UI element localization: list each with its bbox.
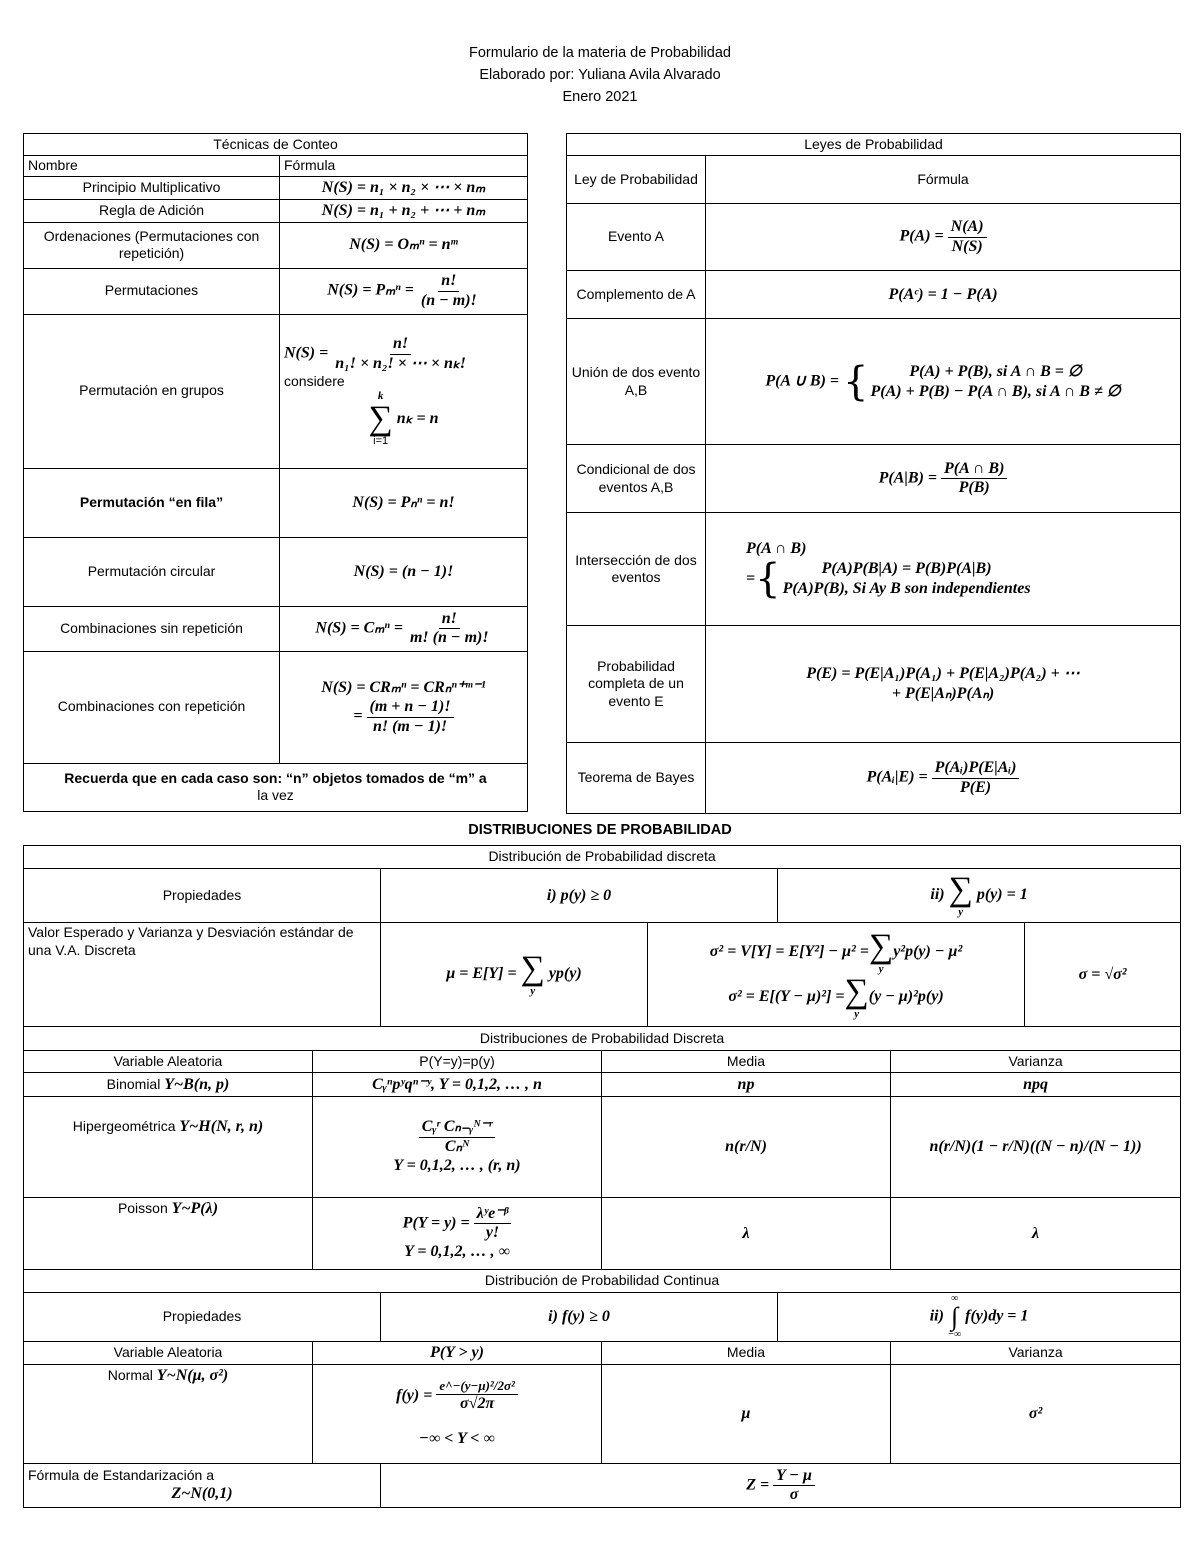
- conteo-name: Principio Multiplicativo: [24, 176, 280, 199]
- prop-label: Propiedades: [24, 869, 381, 923]
- formula-line: P(E) = P(E|A₁)P(A₁) + P(E|A₂)P(A₂) + ⋯: [806, 665, 1080, 682]
- fraction: [773, 1467, 815, 1505]
- estand-label: [24, 1464, 381, 1508]
- conteo-formula: [280, 314, 528, 468]
- formula-left: μ = E[Y] =: [446, 965, 517, 983]
- conteo-name: Permutación circular: [24, 537, 280, 606]
- denominator: m! (n − m)!: [409, 629, 489, 646]
- leyes-col-formula: Fórmula: [706, 156, 1181, 204]
- formula-line: P(A ∩ B): [746, 540, 807, 557]
- sum-icon: ∑: [844, 972, 869, 1010]
- poisson-name: [24, 1198, 313, 1270]
- sum-lower: y: [854, 1007, 860, 1020]
- sum-icon: ∑: [868, 927, 894, 965]
- dist-notation: Y~H(N, r, n): [179, 1118, 264, 1135]
- conteo-formula: N(S) = Pₙⁿ = n!: [280, 468, 528, 537]
- dist-name: Hipergeométrica: [72, 1118, 176, 1134]
- col-variance: Varianza: [891, 1342, 1181, 1365]
- formula-left: N(S) = Pₘⁿ =: [327, 281, 414, 299]
- doc-header: [0, 42, 1200, 108]
- int-lower: −∞: [947, 1329, 962, 1340]
- discreta-title: Distribución de Probabilidad discreta: [24, 846, 1181, 869]
- binomial-variance: npq: [891, 1073, 1181, 1097]
- dist-table: [23, 845, 1181, 1508]
- formula-left: f(y) =: [396, 1386, 433, 1404]
- sum-icon: ∑: [368, 399, 393, 437]
- case-line: P(A) + P(B), si A ∩ B = ∅: [909, 362, 1082, 380]
- sum-icon: ∑: [520, 950, 545, 987]
- conteo-name: Ordenaciones (Permutaciones con repetición): [24, 222, 280, 268]
- formula-left: P(Y = y) =: [402, 1214, 470, 1232]
- formula-line: N(S) = CRₘⁿ = CRₙⁿ⁺ᵐ⁻¹: [321, 679, 486, 697]
- denominator: P(B): [958, 479, 990, 496]
- dist-name: Binomial: [106, 1075, 161, 1092]
- leyes-table: [566, 133, 1181, 814]
- conteo-name: Combinaciones con repetición: [24, 651, 280, 763]
- range: Y = 0,1,2, … , ∞: [404, 1243, 510, 1261]
- dist-name: Normal: [107, 1367, 153, 1383]
- denominator: Cₙᴺ: [444, 1137, 470, 1155]
- case-line: P(A)P(B|A) = P(B)P(A|B): [821, 560, 992, 577]
- prop-ii-expr: p(y) = 1: [976, 886, 1028, 904]
- ley-formula: [706, 626, 1181, 743]
- formula-left: P(A) =: [899, 227, 944, 245]
- estand-text: Fórmula de Estandarización a: [28, 1466, 214, 1483]
- cprop-i: i) f(y) ≥ 0: [381, 1293, 778, 1342]
- case-line: P(A)P(B), Si Ay B son independientes: [782, 580, 1031, 597]
- ley-formula: P(Aᶜ) = 1 − P(A): [706, 271, 1181, 319]
- ley-formula: [706, 513, 1181, 626]
- note-bold: Recuerda que en cada caso son: “n” objetos tomados de “m” a: [64, 769, 487, 786]
- denominator: n! (m − 1)!: [372, 717, 448, 735]
- ley-formula: [706, 743, 1181, 814]
- numerator: n!: [439, 610, 460, 629]
- conteo-formula: N(S) = Oₘⁿ = nᵐ: [280, 222, 528, 268]
- conteo-note: [24, 763, 528, 811]
- denominator: σ: [789, 1486, 799, 1503]
- col-pdf: P(Y > y): [313, 1342, 602, 1365]
- discretas-title: Distribuciones de Probabilidad Discreta: [24, 1027, 1181, 1051]
- ley-name: Probabilidad completa de un evento E: [567, 626, 706, 743]
- binomial-pmf: Cᵧⁿpʸqⁿ⁻ʸ, Y = 0,1,2, … , n: [313, 1073, 602, 1097]
- conteo-formula: N(S) = n₁ + n₂ + ⋯ + nₘ: [280, 199, 528, 222]
- binomial-name: [24, 1073, 313, 1097]
- numerator: e^−(y−μ)²/2σ²: [436, 1379, 518, 1395]
- binomial-mean: np: [602, 1073, 891, 1097]
- col-variable: Variable Aleatoria: [24, 1051, 313, 1073]
- numerator: Y − μ: [773, 1467, 815, 1486]
- formula-left: Z =: [746, 1476, 770, 1494]
- numerator: n!: [438, 272, 459, 291]
- conteo-name: Permutación “en fila”: [24, 468, 280, 537]
- hiper-pmf: [313, 1097, 602, 1198]
- normal-mean: μ: [602, 1365, 891, 1464]
- ley-formula: [706, 445, 1181, 513]
- formula-right: (y − μ)²p(y): [868, 987, 944, 1005]
- sum-lower: y: [958, 906, 964, 918]
- prop-ii: [778, 869, 1181, 923]
- conteo-name: Combinaciones sin repetición: [24, 606, 280, 651]
- sum-expression: nₖ = n: [396, 409, 439, 427]
- variance-formula: [648, 923, 1025, 1027]
- denominator: (n − m)!: [420, 291, 477, 309]
- col-variable: Variable Aleatoria: [24, 1342, 313, 1365]
- conteo-formula: [280, 606, 528, 651]
- hiper-variance: n(r/N)(1 − r/N)((N − n)/(N − 1)): [891, 1097, 1181, 1198]
- numerator: P(Aᵢ)P(E|Aᵢ): [932, 759, 1020, 778]
- fraction: [407, 610, 492, 648]
- conteo-formula: [280, 268, 528, 314]
- col-pmf: P(Y=y)=p(y): [313, 1051, 602, 1073]
- poisson-mean: λ: [602, 1198, 891, 1270]
- formula-line: + P(E|Aₙ)P(Aₙ): [891, 685, 995, 702]
- col-mean: Media: [602, 1051, 891, 1073]
- ley-name: Condicional de dos eventos A,B: [567, 445, 706, 513]
- cases: [843, 358, 1121, 405]
- formula-left: N(S) = Cₘⁿ =: [315, 619, 403, 637]
- dist-notation: Y~P(λ): [171, 1200, 219, 1217]
- numerator: λʸe⁻ᵝ: [474, 1205, 512, 1224]
- conteo-title: Técnicas de Conteo: [24, 134, 528, 156]
- fraction: [332, 335, 469, 373]
- int-upper: ∞: [950, 1293, 959, 1304]
- fraction: [948, 218, 987, 256]
- leyes-col-law: Ley de Probabilidad: [567, 156, 706, 204]
- numerator: P(A ∩ B): [941, 460, 1007, 479]
- fraction: [941, 460, 1007, 498]
- sigma-formula: σ = √σ²: [1025, 923, 1181, 1027]
- hiper-name: [24, 1097, 313, 1198]
- sum-upper: k: [377, 389, 384, 402]
- estand-dist: Z~N(0,1): [171, 1485, 233, 1503]
- formula-right: yp(y): [548, 965, 582, 983]
- col-variance: Varianza: [891, 1051, 1181, 1073]
- fraction: [419, 1118, 495, 1156]
- formula-left: N(S) =: [284, 344, 329, 362]
- conteo-col-formula: Fórmula: [280, 156, 528, 177]
- ley-name: Unión de dos evento A,B: [567, 319, 706, 445]
- dist-name: Poisson: [117, 1200, 168, 1216]
- hiper-mean: n(r/N): [602, 1097, 891, 1198]
- formula-left: σ² = E[(Y − μ)²] =: [728, 987, 845, 1005]
- numerator: N(A): [948, 218, 987, 237]
- considere-label: considere: [284, 373, 345, 390]
- doc-author: Elaborado por: Yuliana Avila Alvarado: [479, 67, 721, 83]
- continua-title: Distribución de Probabilidad Continua: [24, 1270, 1181, 1293]
- fraction: [367, 698, 454, 736]
- conteo-name: Regla de Adición: [24, 199, 280, 222]
- ley-formula: [706, 319, 1181, 445]
- sum-lower: i=1: [373, 434, 389, 447]
- normal-variance: σ²: [891, 1365, 1181, 1464]
- conteo-formula: N(S) = CRₘⁿ = CRₙⁿ⁺ᵐ⁻¹ = $\frac{(m + n - 1)!}{n! (m - 1)!}$: [280, 651, 528, 763]
- range: Y = 0,1,2, … , (r, n): [393, 1156, 521, 1174]
- doc-title: Formulario de la materia de Probabilidad: [469, 45, 731, 61]
- denominator: N(S): [951, 237, 983, 255]
- dist-notation: Y~N(μ, σ²): [156, 1367, 229, 1384]
- denominator: P(E): [960, 778, 992, 796]
- sum-lower: y: [878, 962, 884, 975]
- dist-title: DISTRIBUCIONES DE PROBABILIDAD: [468, 822, 732, 838]
- brace-icon: {: [843, 358, 869, 405]
- fraction: [418, 272, 480, 310]
- sum-lower: y: [530, 985, 536, 997]
- ley-name: Evento A: [567, 204, 706, 271]
- conteo-name: Permutaciones: [24, 268, 280, 314]
- denominator: n₁! × n₂! × ⋯ × nₖ!: [335, 354, 466, 372]
- numerator: n!: [390, 335, 411, 354]
- cprop-ii: [778, 1293, 1181, 1342]
- col-mean: Media: [602, 1342, 891, 1365]
- prop-ii-expr: f(y)dy = 1: [965, 1307, 1029, 1325]
- ley-formula: [706, 204, 1181, 271]
- conteo-formula: N(S) = n₁ × n₂ × ⋯ × nₘ: [280, 176, 528, 199]
- doc-date: Enero 2021: [562, 89, 638, 105]
- conteo-table: [23, 133, 528, 812]
- numerator: (m + n − 1)!: [367, 698, 454, 717]
- fraction: [436, 1379, 518, 1413]
- fraction: [932, 759, 1020, 797]
- ley-name: Teorema de Bayes: [567, 743, 706, 814]
- denominator: σ√2π: [460, 1394, 495, 1412]
- integral-icon: ∫: [950, 1302, 959, 1331]
- poisson-variance: λ: [891, 1198, 1181, 1270]
- case-line: P(A) + P(B) − P(A ∩ B), si A ∩ B ≠ ∅: [870, 382, 1121, 400]
- leyes-title: Leyes de Probabilidad: [567, 134, 1181, 156]
- conteo-col-name: Nombre: [24, 156, 280, 177]
- fraction: [474, 1205, 512, 1243]
- normal-pdf: [313, 1365, 602, 1464]
- ley-name: Intersección de dos eventos: [567, 513, 706, 626]
- prop-i: i) p(y) ≥ 0: [381, 869, 778, 923]
- formula-left: σ² = V[Y] = E[Y²] − μ² =: [709, 942, 869, 960]
- formula-left: P(A|B) =: [878, 469, 938, 487]
- sum-icon: ∑: [948, 871, 973, 908]
- valor-label: Valor Esperado y Varianza y Desviación estándar de una V.A. Discreta: [24, 923, 381, 1027]
- denominator: y!: [485, 1224, 500, 1241]
- poisson-pmf: [313, 1198, 602, 1270]
- prop-ii-label: ii): [929, 1307, 944, 1325]
- conteo-formula: N(S) = (n − 1)!: [280, 537, 528, 606]
- normal-name: [24, 1365, 313, 1464]
- formula-left: P(Aᵢ|E) =: [866, 768, 928, 786]
- range: −∞ < Y < ∞: [419, 1430, 495, 1448]
- mu-formula: [381, 923, 648, 1027]
- cases: = { P(A)P(B|A) = P(B)P(A|B) P(A)P(B), Si Ay B son independientes: [746, 556, 1031, 602]
- formula-left: P(A ∪ B) =: [765, 372, 840, 390]
- prop-ii-label: ii): [930, 886, 945, 904]
- cprop-label: Propiedades: [24, 1293, 381, 1342]
- numerator: Cᵧʳ Cₙ₋ᵧᴺ⁻ʳ: [419, 1118, 495, 1137]
- dist-notation: Y~B(n, p): [164, 1075, 230, 1093]
- ley-name: Complemento de A: [567, 271, 706, 319]
- note-rest: la vez: [257, 787, 294, 803]
- conteo-name: Permutación en grupos: [24, 314, 280, 468]
- brace-icon: {: [755, 556, 781, 602]
- estand-formula: [381, 1464, 1181, 1508]
- formula-right: y²p(y) − μ²: [893, 942, 963, 960]
